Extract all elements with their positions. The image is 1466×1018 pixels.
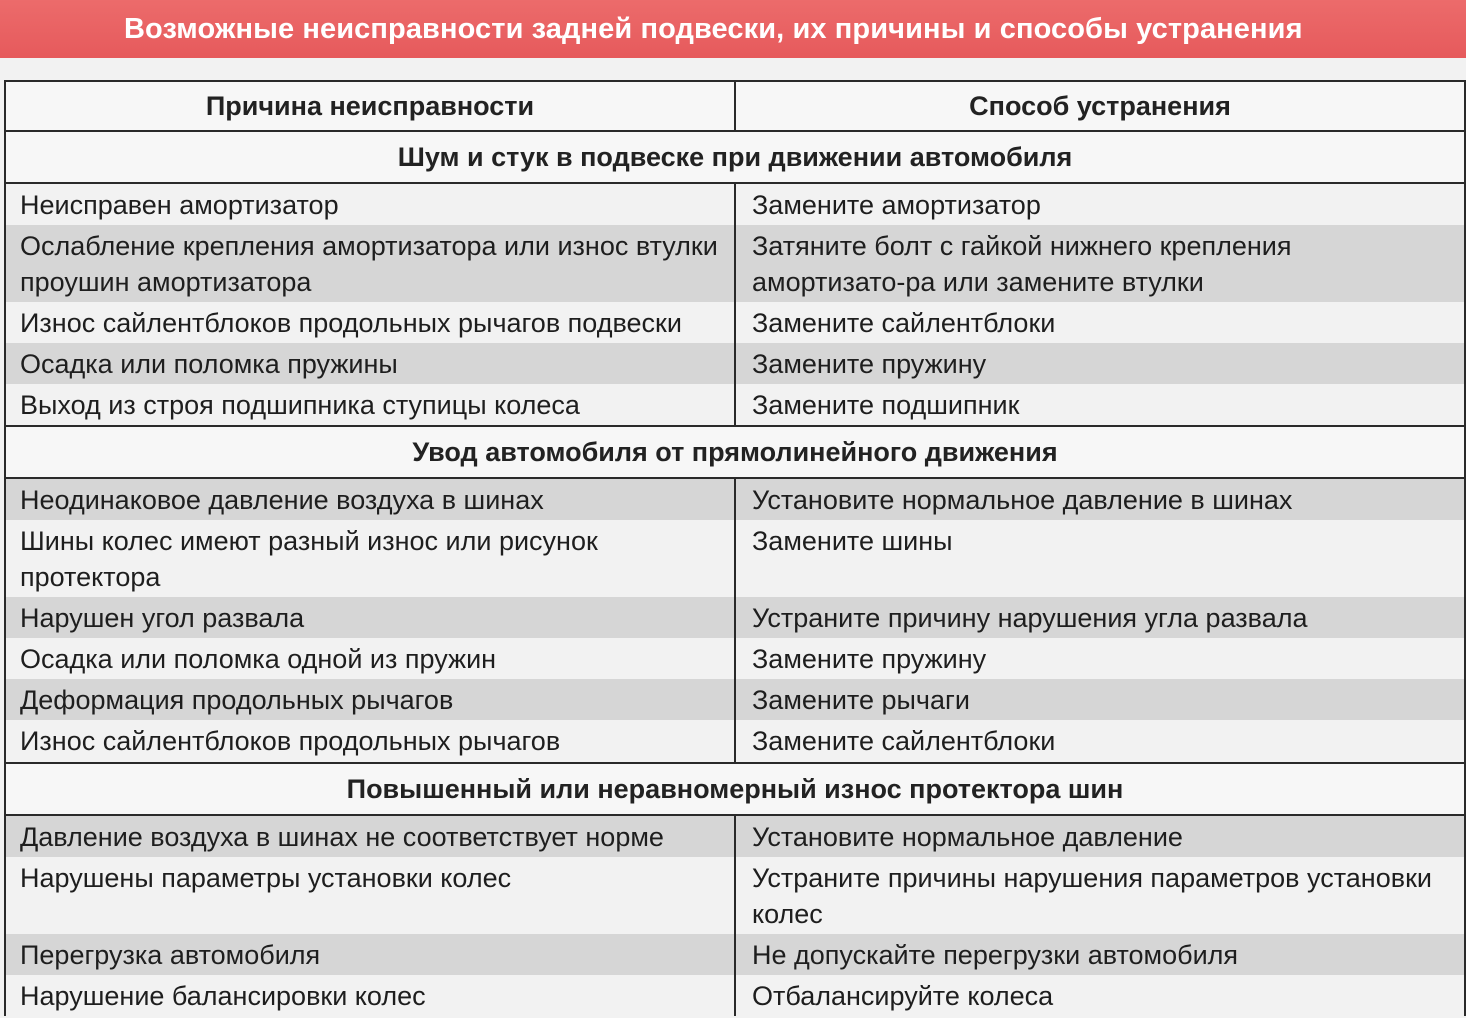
remedy-cell: Замените рычаги: [735, 679, 1465, 720]
table-row: [5, 384, 1465, 426]
cause-cell: Осадка или поломка пружины: [5, 343, 735, 384]
cause-cell: Износ сайлентблоков продольных рычагов подвески: [5, 302, 735, 343]
table-row: [5, 302, 1465, 343]
remedy-cell: Замените пружину: [735, 638, 1465, 679]
remedy-cell: Замените подшипник: [735, 384, 1465, 426]
section-header: [5, 763, 1465, 815]
page-title: Возможные неисправности задней подвески, их причины и способы устранения: [124, 12, 1303, 45]
table-row: [5, 638, 1465, 679]
cause-cell: Осадка или поломка одной из пружин: [5, 638, 735, 679]
table-row: [5, 679, 1465, 720]
cause-cell: Нарушение балансировки колес: [5, 975, 735, 1016]
table-row: [5, 857, 1465, 934]
remedy-cell: Не допускайте перегрузки автомобиля: [735, 934, 1465, 975]
table-header-row: [5, 81, 1465, 131]
remedy-cell: Затяните болт с гайкой нижнего крепления амортизато-ра или замените втулки: [735, 225, 1465, 302]
section-title: Шум и стук в подвеске при движении автомобиля: [5, 131, 1465, 183]
table-row: [5, 720, 1465, 763]
remedy-cell: Устраните причину нарушения угла развала: [735, 597, 1465, 638]
cause-cell: Неодинаковое давление воздуха в шинах: [5, 478, 735, 520]
cause-cell: Деформация продольных рычагов: [5, 679, 735, 720]
remedy-cell: Замените сайлентблоки: [735, 302, 1465, 343]
remedy-cell: Замените пружину: [735, 343, 1465, 384]
table-row: [5, 815, 1465, 857]
remedy-cell: Устраните причины нарушения параметров установки колес: [735, 857, 1465, 934]
header-remedy: Способ устранения: [735, 81, 1465, 131]
table-row: [5, 225, 1465, 302]
table-row: [5, 343, 1465, 384]
cause-cell: Нарушен угол развала: [5, 597, 735, 638]
cause-cell: Перегрузка автомобиля: [5, 934, 735, 975]
cause-cell: Ослабление крепления амортизатора или износ втулки проушин амортизатора: [5, 225, 735, 302]
section-header: [5, 131, 1465, 183]
table-row: [5, 934, 1465, 975]
cause-cell: Износ сайлентблоков продольных рычагов: [5, 720, 735, 763]
section-header: [5, 426, 1465, 478]
cause-cell: Выход из строя подшипника ступицы колеса: [5, 384, 735, 426]
cause-cell: Давление воздуха в шинах не соответствует норме: [5, 815, 735, 857]
faults-table: [4, 80, 1466, 1016]
remedy-cell: Замените сайлентблоки: [735, 720, 1465, 763]
table-row: [5, 478, 1465, 520]
table-row: [5, 597, 1465, 638]
remedy-cell: Замените шины: [735, 520, 1465, 597]
section-title: Повышенный или неравномерный износ протектора шин: [5, 763, 1465, 815]
section-title: Увод автомобиля от прямолинейного движения: [5, 426, 1465, 478]
faults-table-container: [4, 80, 1464, 1018]
table-row: [5, 975, 1465, 1016]
table-row: [5, 183, 1465, 225]
cause-cell: Шины колес имеют разный износ или рисунок протектора: [5, 520, 735, 597]
cause-cell: Неисправен амортизатор: [5, 183, 735, 225]
remedy-cell: Установите нормальное давление в шинах: [735, 478, 1465, 520]
header-cause: Причина неисправности: [5, 81, 735, 131]
remedy-cell: Установите нормальное давление: [735, 815, 1465, 857]
remedy-cell: Отбалансируйте колеса: [735, 975, 1465, 1016]
title-bar: [0, 0, 1466, 58]
remedy-cell: Замените амортизатор: [735, 183, 1465, 225]
table-row: [5, 520, 1465, 597]
cause-cell: Нарушены параметры установки колес: [5, 857, 735, 934]
